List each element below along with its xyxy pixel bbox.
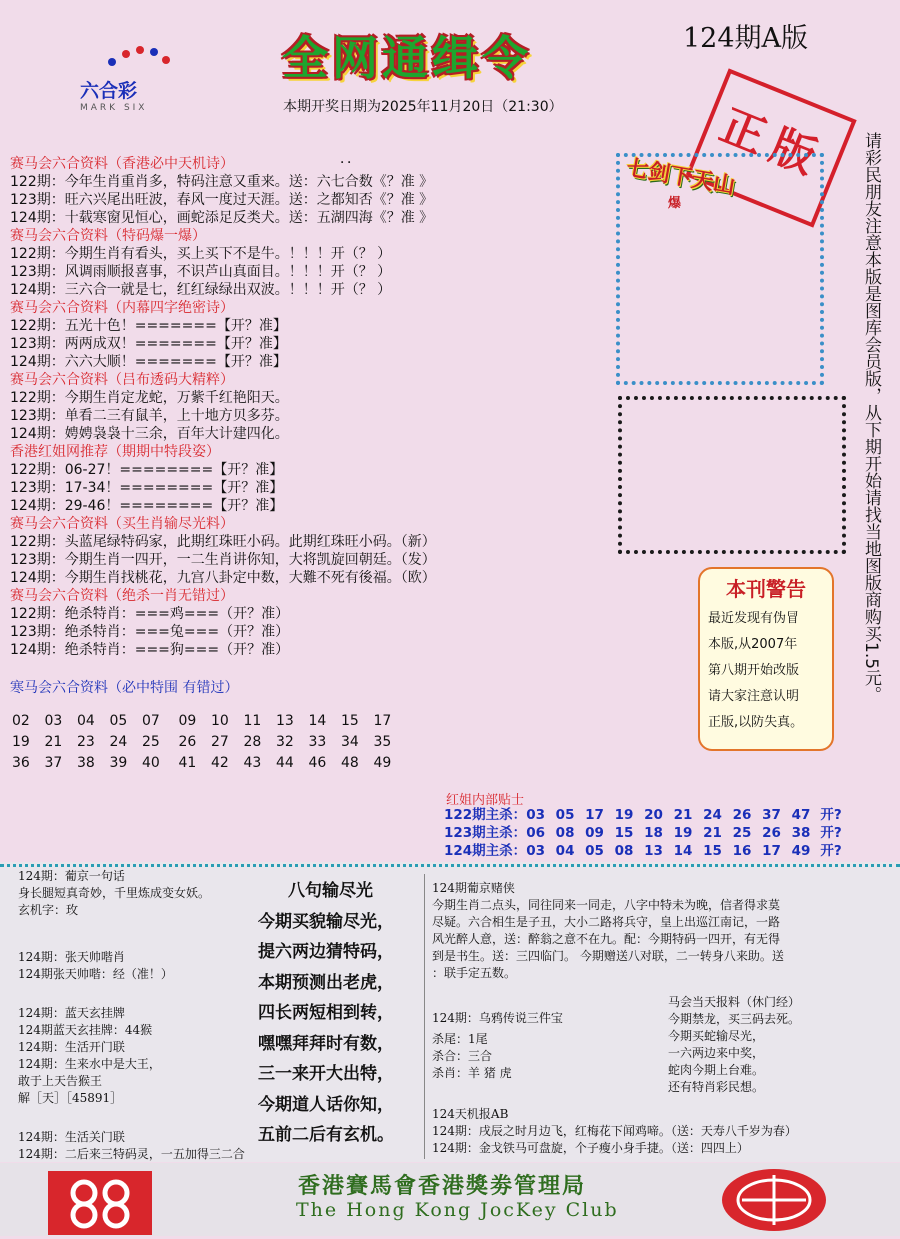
section-line: 122期：绝杀特肖：===鸡===（开？准） — [10, 606, 290, 622]
gambler-lines — [432, 897, 892, 982]
number-cell: 23 — [77, 734, 95, 750]
warning-line: 正版,以防失真。 — [708, 715, 804, 730]
info-line: 玄机字：玫 — [18, 903, 79, 917]
number-grid — [12, 711, 406, 774]
poem-line: 三一来开大出特， — [258, 1064, 394, 1084]
number-cell: 33 — [308, 734, 327, 750]
section-line: 123期：今期生肖一四开，一二生肖讲你知，大将凯旋回朝廷。（发） — [10, 552, 436, 568]
section-title: 赛马会六合资料（香港必中天机诗） — [10, 156, 234, 172]
warning-line: 第八期开始改版 — [708, 663, 800, 678]
kill-row — [444, 842, 842, 860]
number-cell: 03 — [44, 713, 63, 729]
section-line: 122期：06-27！========【开？准】 — [10, 462, 284, 478]
footer-org-cn: 香港賽馬會香港獎劵管理局 — [298, 1173, 587, 1199]
main-content — [10, 155, 600, 659]
empty-box — [618, 396, 846, 554]
horse-line: 今期禁龙，买三码去死。 — [668, 1012, 801, 1026]
poem-line: 今期道人话你知， — [258, 1094, 394, 1115]
crow-line: 杀尾：1尾 — [432, 1032, 488, 1046]
gambler-line: 尽疑。六合相生是子丑，大小二路将兵守，皇上出巡江南记，一路 — [432, 915, 781, 929]
crow-line: 杀肖：羊 猪 虎 — [432, 1066, 512, 1080]
crow-title: 124期：乌鸦传说三件宝 — [432, 1011, 563, 1025]
sky-line: 124期：戌辰之时月边飞，红梅花下闻鸡啼。（送：天寿八千岁为春） — [432, 1124, 797, 1138]
issue-label: 124期A版 — [683, 23, 809, 54]
warning-line: 请大家注意认明 — [708, 689, 800, 704]
gambler-line: 到是书生。送：三四临门。 今期赠送八对联，二一转身八来助。送 — [432, 949, 784, 963]
section-line: 123期：17-34！========【开？准】 — [10, 480, 284, 496]
poem-title: 八句输尽光 — [288, 881, 373, 901]
number-row — [12, 732, 406, 753]
number-cell: 35 — [373, 734, 392, 750]
number-cell: 40 — [142, 755, 160, 771]
number-cell: 49 — [373, 755, 392, 771]
poem-line: 五前二后有玄机。 — [258, 1125, 394, 1145]
info-line: 124期：葡京一句话 — [18, 869, 125, 883]
number-cell: 02 — [12, 713, 30, 729]
number-cell: 24 — [109, 734, 128, 750]
section-line: 122期：今年生肖重肖多，特码注意又重来。送：六七合数《？准 》 — [10, 174, 434, 190]
sky-title: 124天机报AB — [432, 1107, 509, 1121]
section-title: 香港红姐网推荐（期期中特段姿） — [10, 444, 220, 460]
stamp-text: 正版 — [713, 99, 833, 188]
info-line: 124期：生活关门联 — [18, 1130, 125, 1144]
warning-line: 本版,从2007年 — [708, 637, 798, 652]
warning-line: 最近发现有伪冒 — [708, 611, 800, 626]
poem-lines — [258, 907, 418, 1151]
crow-lines — [432, 1031, 563, 1082]
info-line: 124期张天帅喈：经（准！） — [18, 967, 173, 981]
info-line: 身长腿短真奇妙，千里炼成变女妖。 — [18, 886, 211, 900]
number-cell: 10 — [211, 713, 229, 729]
number-cell: 11 — [243, 713, 262, 729]
bottom-left-column — [18, 868, 268, 1202]
number-cell: 04 — [77, 713, 95, 729]
section-line: 122期：五光十色！=======【开？准】 — [10, 318, 287, 334]
horse-line: 还有特肖彩民想。 — [668, 1080, 765, 1094]
sky-line: 124期：金戈铁马可盘旋，个子瘦小身手捷。（送：四四上） — [432, 1141, 749, 1155]
gambler-line: 风光醉人意，送：醉翁之意不在九。配：今期特码一四开，有无得 — [432, 932, 781, 946]
number-cell: 36 — [12, 755, 30, 771]
sky-block — [432, 1106, 797, 1157]
section-line: 124期：六六大顺！=======【开？准】 — [10, 354, 287, 370]
number-cell: 27 — [211, 734, 229, 750]
number-cell: 17 — [373, 713, 392, 729]
horse-block — [668, 994, 800, 1096]
number-cell: 43 — [243, 755, 262, 771]
number-cell: 15 — [341, 713, 359, 729]
poem-line: 嘿嘿拜拜时有数， — [258, 1033, 394, 1054]
info-block — [18, 1005, 268, 1107]
horse-line: 今期买蛇输尽光， — [668, 1029, 765, 1043]
kill-numbers: 03 04 05 08 13 14 15 16 17 49 — [526, 843, 811, 859]
number-cell: 46 — [308, 755, 327, 771]
info-block — [18, 868, 268, 919]
number-cell: 44 — [276, 755, 294, 771]
number-cell: 05 — [109, 713, 128, 729]
number-cell: 32 — [276, 734, 294, 750]
divider-line — [0, 864, 900, 867]
crow-block — [432, 1010, 563, 1082]
draw-date: 本期开奖日期为2025年11月20日（21:30） — [283, 99, 563, 115]
info-line: 124期：蓝天玄挂牌 — [18, 1006, 125, 1020]
sections-list — [10, 155, 600, 659]
footer — [0, 1163, 900, 1236]
section-line: 124期：十载寒窗见恒心，画蛇添足反类犬。送：五湖四海《？准 》 — [10, 210, 434, 226]
logo-text: 六合彩 — [80, 80, 138, 102]
number-cell: 26 — [178, 734, 197, 750]
kill-table — [444, 806, 842, 860]
section-line: 123期：绝杀特肖：===兔===（开？准） — [10, 624, 290, 640]
info-line: 124期：生来水中是大王， — [18, 1057, 161, 1071]
kill-table-title: 红姐内部贴士 — [446, 793, 525, 808]
bottom-panel — [0, 862, 900, 1162]
kill-numbers: 06 08 09 15 18 19 21 25 26 38 — [526, 825, 811, 841]
sword-sub: 爆 — [668, 196, 682, 211]
section-title: 赛马会六合资料（买生肖输尽光料） — [10, 516, 234, 532]
kill-row — [444, 806, 842, 824]
section-line: 122期：今期生肖有看头，买上买下不是牛。！！！开（？ ） — [10, 246, 392, 262]
section-title: 赛马会六合资料（吕布透码大精粹） — [10, 372, 234, 388]
info-line: 124期：张天帅喈肖 — [18, 950, 125, 964]
section-title: 赛马会六合资料（特码爆一爆） — [10, 228, 206, 244]
kill-label: 124期主杀： — [444, 843, 527, 859]
section-line: 123期：单看二三有鼠羊，上十地方贝多芬。 — [10, 408, 289, 424]
number-row — [12, 753, 406, 774]
poem-line: 今期买貌输尽光， — [258, 911, 394, 932]
vertical-notice: 请彩民朋友注意本版是图库会员版，从下期开始请找当地图版商购买1.5元。 — [861, 132, 881, 704]
sword-title: 七剑下天山 — [624, 155, 738, 200]
warning-box — [698, 567, 834, 751]
kill-row — [444, 824, 842, 842]
sky-lines — [432, 1123, 797, 1157]
info-line: 解［天］［45891］ — [18, 1091, 123, 1105]
warning-title: 本刊警告 — [726, 577, 806, 601]
number-cell: 13 — [276, 713, 294, 729]
kill-end: 开? — [820, 843, 842, 859]
section-title: 赛马会六合资料（内幕四字绝密诗） — [10, 300, 234, 316]
gambler-line: 今期生肖二点头，同往同来一同走，八字中特未为晚，信者得求莫 — [432, 898, 781, 912]
number-cell: 42 — [211, 755, 229, 771]
grid-section-title: 寒马会六合资料（必中特围 有错过） — [10, 680, 239, 696]
number-cell: 21 — [44, 734, 63, 750]
section-line: 124期：三六合一就是七，红红绿绿出双波。！！！开（？ ） — [10, 282, 392, 298]
number-cell: 48 — [341, 755, 359, 771]
bottom-right-column — [432, 880, 892, 982]
poem-line: 本期预测出老虎， — [258, 972, 394, 993]
gambler-line: ：联手定五数。 — [432, 966, 517, 980]
number-cell: 19 — [12, 734, 30, 750]
gambler-title: 124期葡京赌侠 — [432, 881, 515, 895]
number-cell: 38 — [77, 755, 95, 771]
kill-end: 开? — [820, 807, 842, 823]
divider-vertical — [424, 874, 425, 1159]
section-line: 122期：头蓝尾绿特码家，此期红珠旺小码。此期红珠旺小码。（新） — [10, 534, 436, 550]
logo-subtext: MARK SIX — [80, 103, 148, 113]
poem-line: 四长两短相到转， — [258, 1003, 394, 1023]
number-cell: 28 — [243, 734, 262, 750]
footer-logo-left — [48, 1171, 152, 1235]
banner-title: 全网通缉令 — [282, 31, 532, 85]
number-cell: 14 — [308, 713, 327, 729]
section-title: 赛马会六合资料（绝杀一肖无错过） — [10, 588, 234, 604]
kill-label: 123期主杀： — [444, 825, 527, 841]
info-block — [18, 949, 268, 983]
info-line: 124期蓝天玄挂牌：44猴 — [18, 1023, 153, 1037]
number-cell: 39 — [109, 755, 128, 771]
number-cell: 07 — [142, 713, 160, 729]
kill-end: 开? — [820, 825, 842, 841]
logo — [80, 44, 190, 116]
jockey-club-emblem-icon — [722, 1169, 826, 1231]
section-line: 123期：风调雨顺报喜事，不识芦山真面目。！！！开（？ ） — [10, 264, 392, 280]
logo-dots-icon — [80, 44, 190, 74]
horse-lines — [668, 1011, 800, 1096]
number-cell: 41 — [178, 755, 197, 771]
warning-lines — [700, 602, 832, 736]
poem-line: 提六两边猜特码， — [258, 942, 394, 962]
number-cell: 25 — [142, 734, 160, 750]
kill-numbers: 03 05 17 19 20 21 24 26 37 47 — [526, 807, 811, 823]
number-cell: 37 — [44, 755, 63, 771]
info-line: 敢于上天告猴王 — [18, 1074, 103, 1088]
crow-line: 杀合：三合 — [432, 1049, 493, 1063]
section-line: 122期：今期生肖定龙蛇，万紫千红艳阳天。 — [10, 390, 289, 406]
section-line: 123期：旺六兴尾出旺波，春风一度过天涯。送：之都知否《？准 》 — [10, 192, 434, 208]
horse-line: 一六两边来中奖， — [668, 1046, 765, 1060]
number-cell: 34 — [341, 734, 359, 750]
section-line: 123期：两两成双！=======【开？准】 — [10, 336, 287, 352]
number-cell: 09 — [178, 713, 197, 729]
section-line: 124期：娉娉袅袅十三余，百年大计建四化。 — [10, 426, 289, 442]
section-line: 124期：29-46！========【开？准】 — [10, 498, 284, 514]
section-line: 124期：绝杀特肖：===狗===（开？准） — [10, 642, 290, 658]
number-row — [12, 711, 406, 732]
info-line: 124期：二后来三特码灵，一五加得三二合 — [18, 1147, 245, 1161]
horse-line: 蛇肉今期上台难。 — [668, 1063, 765, 1077]
horse-title: 马会当天报料（休门经） — [668, 995, 801, 1009]
poem-block — [258, 876, 418, 1151]
knot-icon — [48, 1171, 152, 1235]
footer-org-en: The Hong Kong JocKey Club — [296, 1199, 619, 1221]
info-line: 124期：生活开门联 — [18, 1040, 125, 1054]
kill-label: 122期主杀： — [444, 807, 527, 823]
header-dots: ．． — [340, 151, 361, 167]
footer-logo-right — [722, 1169, 826, 1231]
section-line: 124期：今期生肖找桃花，九宫八卦定中数，大難不死有後福。（欧） — [10, 570, 436, 586]
